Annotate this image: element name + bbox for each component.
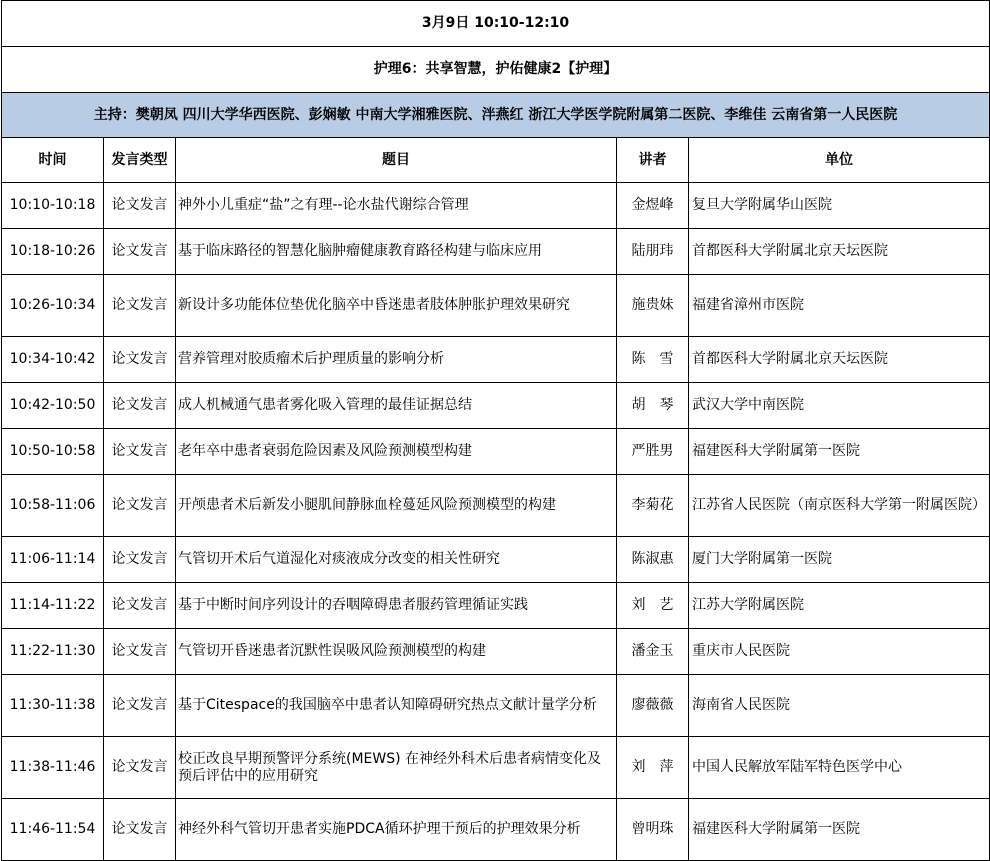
cell-time: 11:22-11:30 (2, 629, 104, 675)
cell-time: 11:30-11:38 (2, 675, 104, 737)
cell-speaker: 陆朋玮 (617, 229, 689, 275)
cell-type: 论文发言 (104, 229, 176, 275)
cell-type: 论文发言 (104, 799, 176, 861)
schedule-date-title: 3月9日 10:10-12:10 (2, 1, 990, 47)
cell-type: 论文发言 (104, 429, 176, 475)
session-row (2, 47, 990, 93)
cell-speaker: 廖薇薇 (617, 675, 689, 737)
title-row (2, 1, 990, 47)
cell-type: 论文发言 (104, 183, 176, 229)
cell-unit: 首都医科大学附属北京天坛医院 (689, 337, 990, 383)
cell-type: 论文发言 (104, 629, 176, 675)
cell-speaker: 刘 萍 (617, 737, 689, 799)
table-row (2, 537, 990, 583)
table-row (2, 429, 990, 475)
cell-speaker: 施贵妹 (617, 275, 689, 337)
cell-unit: 江苏省人民医院（南京医科大学第一附属医院） (689, 475, 990, 537)
cell-type: 论文发言 (104, 675, 176, 737)
table-row (2, 183, 990, 229)
cell-speaker: 李菊花 (617, 475, 689, 537)
column-header-type: 发言类型 (104, 138, 176, 183)
cell-speaker: 潘金玉 (617, 629, 689, 675)
cell-topic: 气管切开术后气道湿化对痰液成分改变的相关性研究 (176, 537, 617, 583)
cell-time: 10:42-10:50 (2, 383, 104, 429)
table-row (2, 675, 990, 737)
table-row (2, 383, 990, 429)
cell-time: 11:46-11:54 (2, 799, 104, 861)
column-header-speaker: 讲者 (617, 138, 689, 183)
cell-type: 论文发言 (104, 275, 176, 337)
cell-speaker: 严胜男 (617, 429, 689, 475)
cell-speaker: 胡 琴 (617, 383, 689, 429)
cell-time: 10:26-10:34 (2, 275, 104, 337)
hosts-row (2, 93, 990, 138)
cell-topic: 基于临床路径的智慧化脑肿瘤健康教育路径构建与临床应用 (176, 229, 617, 275)
column-header-time: 时间 (2, 138, 104, 183)
cell-topic: 营养管理对胶质瘤术后护理质量的影响分析 (176, 337, 617, 383)
cell-type: 论文发言 (104, 475, 176, 537)
column-header-topic: 题目 (176, 138, 617, 183)
table-row (2, 629, 990, 675)
cell-type: 论文发言 (104, 537, 176, 583)
session-name: 护理6：共享智慧，护佑健康2【护理】 (2, 47, 990, 93)
cell-speaker: 刘 艺 (617, 583, 689, 629)
cell-unit: 武汉大学中南医院 (689, 383, 990, 429)
cell-topic: 气管切开昏迷患者沉默性误吸风险预测模型的构建 (176, 629, 617, 675)
cell-unit: 中国人民解放军陆军特色医学中心 (689, 737, 990, 799)
table-row (2, 737, 990, 799)
cell-speaker: 陈淑惠 (617, 537, 689, 583)
column-header-unit: 单位 (689, 138, 990, 183)
cell-time: 10:34-10:42 (2, 337, 104, 383)
table-row (2, 583, 990, 629)
cell-time: 11:14-11:22 (2, 583, 104, 629)
cell-unit: 首都医科大学附属北京天坛医院 (689, 229, 990, 275)
cell-type: 论文发言 (104, 737, 176, 799)
cell-time: 10:58-11:06 (2, 475, 104, 537)
cell-topic: 神经外科气管切开患者实施PDCA循环护理干预后的护理效果分析 (176, 799, 617, 861)
schedule-table (1, 0, 990, 861)
cell-topic: 成人机械通气患者雾化吸入管理的最佳证据总结 (176, 383, 617, 429)
cell-time: 10:10-10:18 (2, 183, 104, 229)
header-row (2, 138, 990, 183)
cell-time: 11:38-11:46 (2, 737, 104, 799)
cell-topic: 基于中断时间序列设计的吞咽障碍患者服药管理循证实践 (176, 583, 617, 629)
hosts-text: 主持：樊朝凤 四川大学华西医院、彭娴敏 中南大学湘雅医院、泮燕红 浙江大学医学院附属第二医院、李维佳 云南省第一人民医院 (2, 93, 990, 138)
cell-topic: 开颅患者术后新发小腿肌间静脉血栓蔓延风险预测模型的构建 (176, 475, 617, 537)
cell-topic: 神外小儿重症“盐”之有理--论水盐代谢综合管理 (176, 183, 617, 229)
table-row (2, 275, 990, 337)
cell-speaker: 曾明珠 (617, 799, 689, 861)
cell-unit: 福建医科大学附属第一医院 (689, 799, 990, 861)
cell-unit: 重庆市人民医院 (689, 629, 990, 675)
cell-speaker: 陈 雪 (617, 337, 689, 383)
cell-unit: 厦门大学附属第一医院 (689, 537, 990, 583)
cell-time: 10:50-10:58 (2, 429, 104, 475)
cell-unit: 复旦大学附属华山医院 (689, 183, 990, 229)
cell-unit: 福建省漳州市医院 (689, 275, 990, 337)
cell-unit: 江苏大学附属医院 (689, 583, 990, 629)
cell-topic: 基于Citespace的我国脑卒中患者认知障碍研究热点文献计量学分析 (176, 675, 617, 737)
cell-time: 11:06-11:14 (2, 537, 104, 583)
cell-speaker: 金煜峰 (617, 183, 689, 229)
cell-type: 论文发言 (104, 337, 176, 383)
cell-time: 10:18-10:26 (2, 229, 104, 275)
cell-topic: 校正改良早期预警评分系统(MEWS) 在神经外科术后患者病情变化及预后评估中的应用研究 (176, 737, 617, 799)
table-row (2, 475, 990, 537)
cell-type: 论文发言 (104, 383, 176, 429)
cell-type: 论文发言 (104, 583, 176, 629)
table-row (2, 337, 990, 383)
cell-unit: 海南省人民医院 (689, 675, 990, 737)
table-row (2, 229, 990, 275)
cell-topic: 老年卒中患者衰弱危险因素及风险预测模型构建 (176, 429, 617, 475)
cell-unit: 福建医科大学附属第一医院 (689, 429, 990, 475)
table-row (2, 799, 990, 861)
cell-topic: 新设计多功能体位垫优化脑卒中昏迷患者肢体肿胀护理效果研究 (176, 275, 617, 337)
